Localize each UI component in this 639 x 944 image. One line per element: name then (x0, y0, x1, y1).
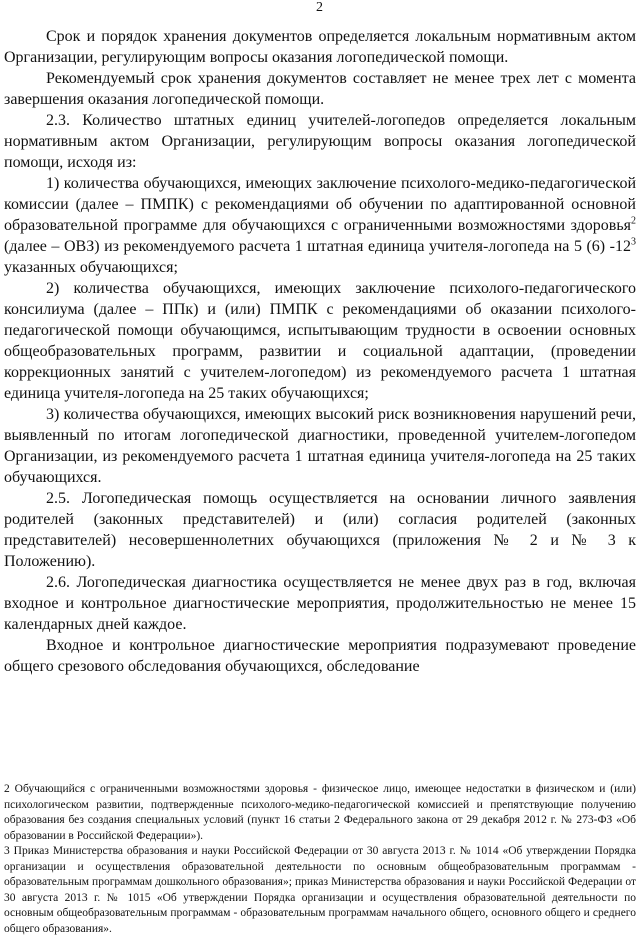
footnote-divider (4, 778, 154, 779)
footnote-ref-3[interactable]: 3 (631, 236, 636, 248)
paragraph-diagnostics: Входное и контрольное диагностические мероприятия подразумевают проведение общего срезового обследования обучающихся, обследование (4, 637, 636, 675)
paragraph-item-3: 3) количества обучающихся, имеющих высокий риск возникновения нарушений речи, выявленный по итогам логопедической диагностики, проведенной учителем-логопедом Организации, из рекомендуемого расчета 1 штатная единица учителя-логопеда на 25 таких обучающихся. (4, 406, 636, 486)
paragraph-recommended-storage: Рекомендуемый срок хранения документов составляет не менее трех лет с момента завершения оказания логопедической помощи. (4, 70, 636, 108)
paragraph-2-3: 2.3. Количество штатных единиц учителей-логопедов определяется локальным нормативным актом Организации, регулирующим вопросы оказания логопедической помощи, исходя из: (4, 112, 636, 171)
item-1-text-continued: (далее – ОВЗ) из рекомендуемого расчета 1 штатная единица учителя-логопеда на 5 (6) -12 (4, 238, 631, 255)
footnote-3: 3 Приказ Министерства образования и науки Российской Федерации от 30 августа 2013 г. № 1014 «Об утверждении Порядка организации и осуществления образовательной деятельности по основным общеобразовательным программам - образовательным программам дошкольного образования»; приказ Министерства образования и науки Российской Федерации от 30 августа 2013 г. № 1015 «Об утверждении Порядка организации и осуществления образовательной деятельности по основным общеобразовательным программам - образовательным программам начального общего, основного общего и среднего общего образования». (4, 845, 636, 935)
paragraph-2-5: 2.5. Логопедическая помощь осуществляется на основании личного заявления родителей (законных представителей) и (или) согласия родителей (законных представителей) несовершеннолетних обучающихся (приложения № 2 и № 3 к Положению). (4, 490, 636, 570)
item-1-text-end: указанных обучающихся; (4, 259, 178, 276)
footnotes (4, 782, 636, 937)
paragraph-2-6: 2.6. Логопедическая диагностика осуществляется не менее двух раз в год, включая входное и контрольное диагностические мероприятия, продолжительностью не менее 15 календарных дней каждое. (4, 574, 636, 633)
paragraph-item-1 (4, 173, 636, 278)
item-1-text: 1) количества обучающихся, имеющих заключение психолого-медико-педагогической комиссии (далее – ПМПК) с рекомендациями об обучении по адаптированной основной образовательной программе для обучающихся с ограниченными возможностями здоровья (4, 175, 636, 234)
footnote-ref-2[interactable]: 2 (631, 215, 636, 227)
body-text (4, 26, 636, 677)
paragraph-item-2: 2) количества обучающихся, имеющих заключение психолого-педагогического консилиума (далее – ППк) и (или) ПМПК с рекомендациями об оказании психолого-педагогической помощи обучающимся, испытывающим трудности в освоении основных общеобразовательных программ, развитии и социальной адаптации, (проведении коррекционных занятий с учителем-логопедом) из рекомендуемого расчета 1 штатная единица учителя-логопеда на 25 таких обучающихся; (4, 280, 636, 402)
page-number: 2 (316, 0, 323, 15)
footnote-2: 2 Обучающийся с ограниченными возможностями здоровья - физическое лицо, имеющее недостатки в физическом и (или) психологическом развитии, подтвержденные психолого-медико-педагогической комиссией и препятствующие получению образования без создания специальных условий (пункт 16 статьи 2 Федерального закона от 29 декабря 2012 г. № 273-ФЗ «Об образовании в Российской Федерации»). (4, 783, 636, 842)
paragraph-storage-terms: Срок и порядок хранения документов определяется локальным нормативным актом Организации, регулирующим вопросы оказания логопедической помощи. (4, 28, 636, 66)
